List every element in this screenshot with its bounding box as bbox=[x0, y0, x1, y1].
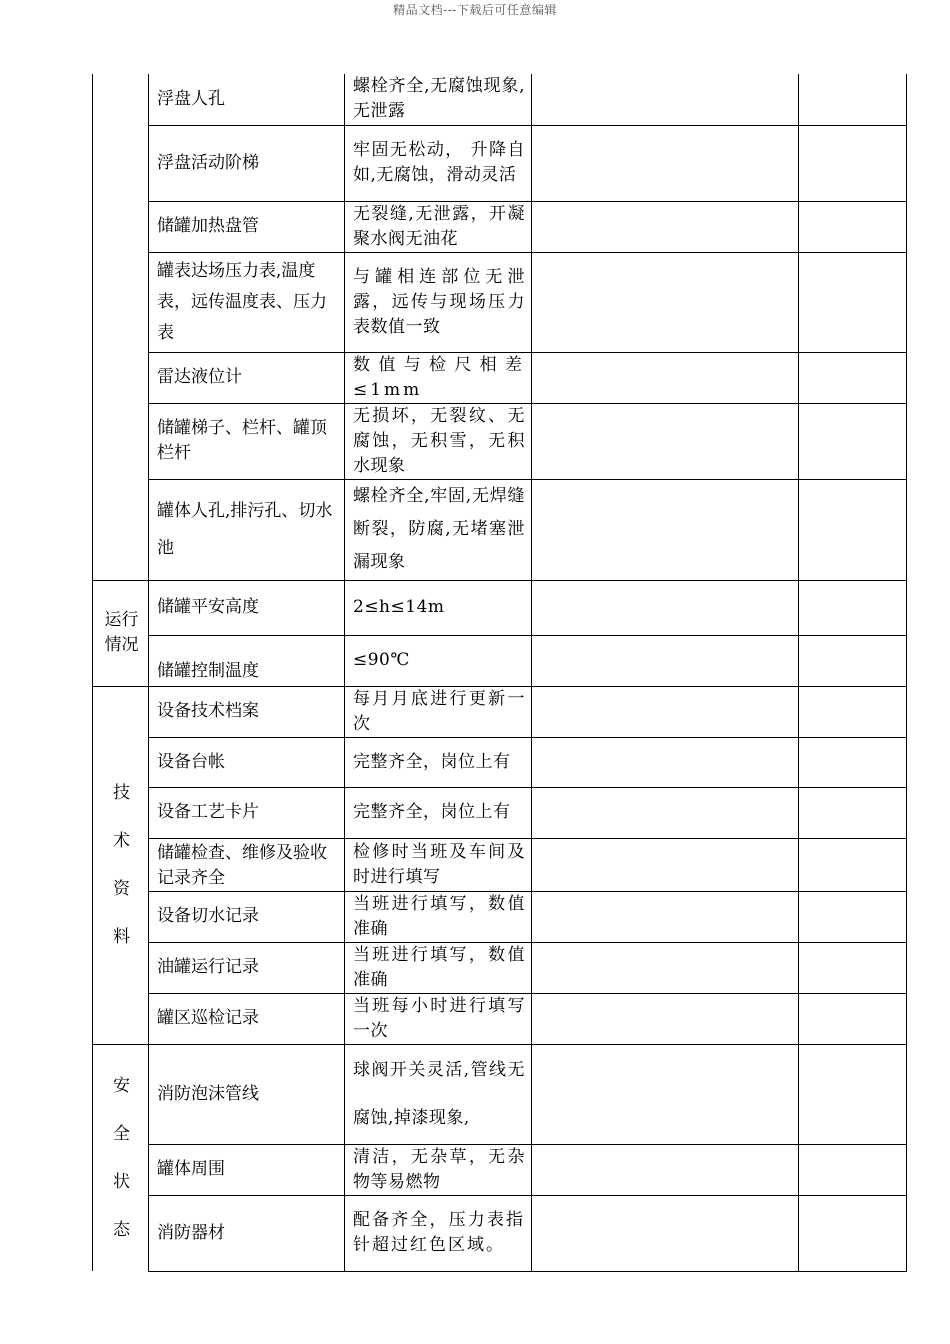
remark-cell bbox=[799, 891, 907, 942]
table-row bbox=[93, 352, 907, 403]
remark-cell bbox=[799, 479, 907, 580]
table-row bbox=[93, 891, 907, 942]
standard-cell: 当班进行填写，数值准确 bbox=[345, 891, 532, 942]
result-cell bbox=[532, 787, 799, 838]
remark-cell bbox=[799, 838, 907, 891]
item-cell: 设备技术档案 bbox=[149, 686, 345, 737]
standard-cell: 数值与检尺相差≤1mm bbox=[345, 352, 532, 403]
table-row bbox=[93, 635, 907, 686]
item-cell: 储罐加热盘管 bbox=[149, 201, 345, 252]
category-cell-safety: 安全状态 bbox=[93, 1044, 149, 1271]
standard-cell: 螺栓齐全,牢固,无焊缝断裂，防腐,无堵塞泄漏现象 bbox=[345, 479, 532, 580]
result-cell bbox=[532, 1144, 799, 1195]
page-header: 精品文档---下载后可任意编辑 bbox=[393, 3, 557, 17]
remark-cell bbox=[799, 993, 907, 1044]
table-row bbox=[93, 993, 907, 1044]
table-row bbox=[93, 125, 907, 201]
standard-cell: 完整齐全，岗位上有 bbox=[345, 737, 532, 787]
table-row bbox=[93, 787, 907, 838]
item-cell: 消防泡沫管线 bbox=[149, 1044, 345, 1144]
standard-cell: 当班每小时进行填写一次 bbox=[345, 993, 532, 1044]
table-row bbox=[93, 737, 907, 787]
remark-cell bbox=[799, 686, 907, 737]
result-cell bbox=[532, 403, 799, 479]
remark-cell bbox=[799, 125, 907, 201]
result-cell bbox=[532, 891, 799, 942]
remark-cell bbox=[799, 403, 907, 479]
standard-cell: 牢固无松动， 升降自如,无腐蚀，滑动灵活 bbox=[345, 125, 532, 201]
item-cell: 储罐平安高度 bbox=[149, 580, 345, 635]
item-cell: 罐体人孔,排污孔、切水池 bbox=[149, 479, 345, 580]
item-cell: 浮盘人孔 bbox=[149, 74, 345, 125]
standard-cell: 配备齐全，压力表指针超过红色区域。 bbox=[345, 1195, 532, 1271]
result-cell bbox=[532, 635, 799, 686]
standard-cell: 无损坏，无裂纹、无腐蚀，无积雪，无积水现象 bbox=[345, 403, 532, 479]
result-cell bbox=[532, 74, 799, 125]
item-cell: 设备工艺卡片 bbox=[149, 787, 345, 838]
result-cell bbox=[532, 252, 799, 352]
standard-cell: 完整齐全，岗位上有 bbox=[345, 787, 532, 838]
result-cell bbox=[532, 942, 799, 993]
standard-cell: 螺栓齐全,无腐蚀现象,无泄露 bbox=[345, 74, 532, 125]
standard-cell: 当班进行填写，数值准确 bbox=[345, 942, 532, 993]
remark-cell bbox=[799, 1144, 907, 1195]
result-cell bbox=[532, 838, 799, 891]
remark-cell bbox=[799, 580, 907, 635]
result-cell bbox=[532, 1195, 799, 1271]
standard-cell: 球阀开关灵活,管线无腐蚀,掉漆现象, bbox=[345, 1044, 532, 1144]
remark-cell bbox=[799, 737, 907, 787]
standard-cell: 2≤h≤14m bbox=[345, 580, 532, 635]
category-cell-technical: 技术资料 bbox=[93, 686, 149, 1044]
remark-cell bbox=[799, 942, 907, 993]
result-cell bbox=[532, 580, 799, 635]
remark-cell bbox=[799, 74, 907, 125]
result-cell bbox=[532, 201, 799, 252]
table-row bbox=[93, 838, 907, 891]
table-row bbox=[93, 479, 907, 580]
item-cell: 设备切水记录 bbox=[149, 891, 345, 942]
result-cell bbox=[532, 686, 799, 737]
category-cell-continued bbox=[93, 74, 149, 580]
table-row bbox=[93, 1195, 907, 1271]
result-cell bbox=[532, 993, 799, 1044]
result-cell bbox=[532, 125, 799, 201]
table-row bbox=[93, 201, 907, 252]
item-cell: 油罐运行记录 bbox=[149, 942, 345, 993]
item-cell: 罐表达场压力表,温度表，远传温度表、压力表 bbox=[149, 252, 345, 352]
item-cell: 罐区巡检记录 bbox=[149, 993, 345, 1044]
result-cell bbox=[532, 352, 799, 403]
remark-cell bbox=[799, 1195, 907, 1271]
item-cell: 设备台帐 bbox=[149, 737, 345, 787]
result-cell bbox=[532, 1044, 799, 1144]
result-cell bbox=[532, 479, 799, 580]
standard-cell: ≤90℃ bbox=[345, 635, 532, 686]
table-row bbox=[93, 1044, 907, 1144]
table-row bbox=[93, 1144, 907, 1195]
item-cell: 储罐梯子、栏杆、罐顶栏杆 bbox=[149, 403, 345, 479]
table-row bbox=[93, 252, 907, 352]
remark-cell bbox=[799, 252, 907, 352]
standard-cell: 与罐相连部位无泄露，远传与现场压力表数值一致 bbox=[345, 252, 532, 352]
standard-cell: 无裂缝,无泄露，开凝聚水阀无油花 bbox=[345, 201, 532, 252]
table-row bbox=[93, 74, 907, 125]
remark-cell bbox=[799, 201, 907, 252]
item-cell: 雷达液位计 bbox=[149, 352, 345, 403]
remark-cell bbox=[799, 1044, 907, 1144]
table-row bbox=[93, 942, 907, 993]
result-cell bbox=[532, 737, 799, 787]
standard-cell: 检修时当班及车间及时进行填写 bbox=[345, 838, 532, 891]
inspection-table bbox=[92, 74, 907, 1272]
standard-cell: 清洁，无杂草，无杂物等易燃物 bbox=[345, 1144, 532, 1195]
item-cell: 储罐检查、维修及验收记录齐全 bbox=[149, 838, 345, 891]
item-cell: 储罐控制温度 bbox=[149, 635, 345, 686]
table-row bbox=[93, 686, 907, 737]
item-cell: 消防器材 bbox=[149, 1195, 345, 1271]
item-cell: 浮盘活动阶梯 bbox=[149, 125, 345, 201]
remark-cell bbox=[799, 787, 907, 838]
table-row bbox=[93, 580, 907, 635]
remark-cell bbox=[799, 635, 907, 686]
category-cell-operation: 运行情况 bbox=[93, 580, 149, 686]
table-row bbox=[93, 403, 907, 479]
remark-cell bbox=[799, 352, 907, 403]
item-cell: 罐体周围 bbox=[149, 1144, 345, 1195]
standard-cell: 每月月底进行更新一次 bbox=[345, 686, 532, 737]
